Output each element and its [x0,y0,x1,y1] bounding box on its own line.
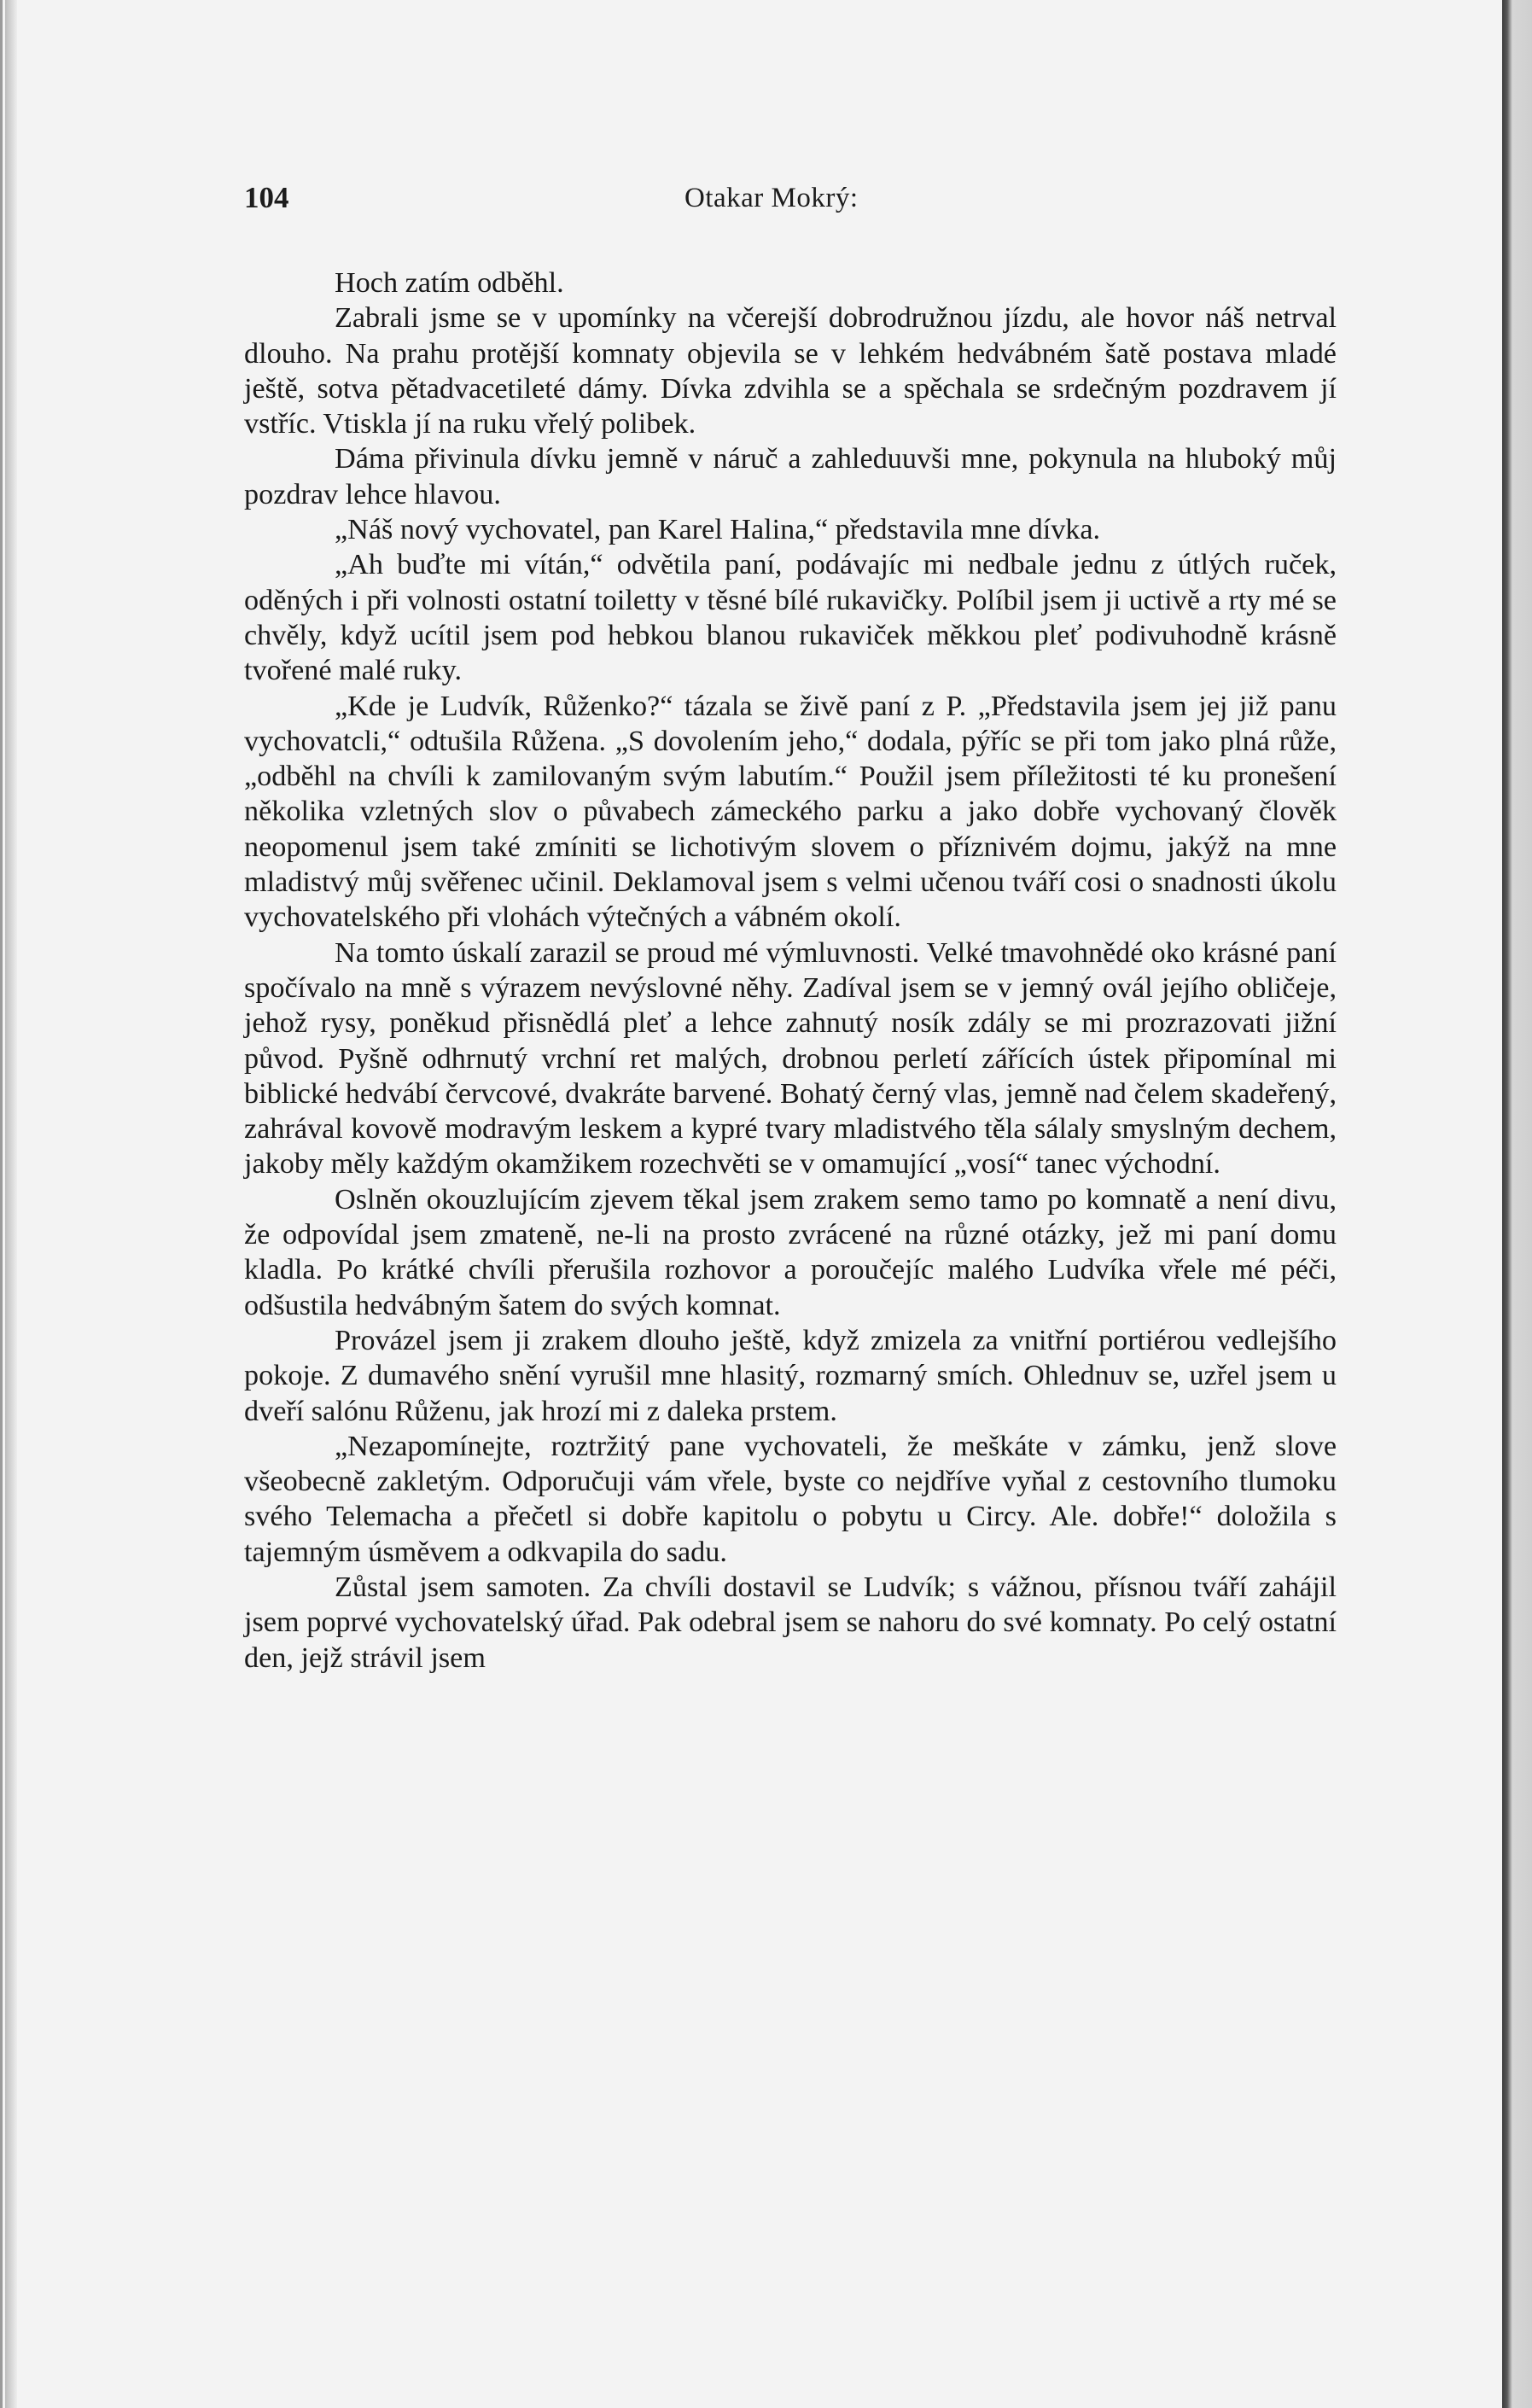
paragraph: Dáma přivinula dívku jemně v náruč a zahleduuvši mne, pokynula na hluboký můj pozdrav lehce hlavou. [244,443,1337,510]
paragraph: „Ah buďte mi vítán,“ odvětila paní, podávajíc mi nedbale jednu z útlých ruček, oděných i při volnosti ostatní toiletty v těsné bílé rukavičky. Políbil jsem ji uctivě a rty mé se chvěly, když ucítil jsem pod hebkou blanou rukaviček měkkou pleť podivuhodně krásně tvořené malé ruky. [244,549,1337,687]
paragraph: Oslněn okouzlujícím zjevem těkal jsem zrakem semo tamo po komnatě a není divu, že odpovídal jsem zmateně, ne-li na prosto zvrácené na různé otázky, jež mi paní domu kladla. Po krátké chvíli přerušila rozhovor a poroučejíc malého Ludvíka vřele mé péči, odšustila hedvábným šatem do svých komnat. [244,1183,1337,1321]
paragraph: Provázel jsem ji zrakem dlouho ještě, když zmizela za vnitřní portiérou vedlejšího pokoje. Z dumavého snění vyrušil mne hlasitý, rozmarný smích. Ohlednuv se, uzřel jsem u dveří salónu Růženu, jak hrozí mi z daleka prstem. [244,1324,1337,1427]
page-number: 104 [244,181,289,214]
paragraph: Na tomto úskalí zarazil se proud mé výmluvnosti. Velké tmavohnědé oko krásné paní spočívalo na mně s výrazem nevýslovné něhy. Zadíval jsem se v jemný ovál jejího obličeje, jehož rysy, poněkud přisnědlá pleť a lehce zahnutý nosík zdály se mi prozrazovati jižní původ. Pyšně odhrnutý vrchní ret malých, drobnou perletí zářících ústek připomínal mi biblické hedvábí červcové, dvakráte barvené. Bohatý černý vlas, jemně nad čelem skadeřený, zahrával kovově modravým leskem a kypré tvary mladistvého těla sálaly smyslným dechem, jakoby měly každým okamžikem rozechvěti se v omamující „vosí“ tanec východní. [244,936,1337,1181]
paragraph: „Kde je Ludvík, Růženko?“ tázala se živě paní z P. „Představila jsem jej již panu vychovatcli,“ odtušila Růžena. „S dovolením jeho,“ dodala, pýříc se při tom jako plná růže, „odběhl na chvíli k zamilovaným svým labutím.“ Použil jsem příležitosti té ku pronešení několika vzletných slov o půvabech zámeckého parku a jako dobře vychovaný člověk neopomenul jsem také zmíniti se lichotivým slovem o příznivém dojmu, jakýž na mne mladistvý můj svěřenec učinil. Deklamoval jsem s velmi učenou tváří cosi o snadnosti úkolu vychovatelského při vlohách výtečných a vábném okolí. [244,690,1337,934]
paragraph: Hoch zatím odběhl. [335,267,564,299]
paragraph: Zůstal jsem samoten. Za chvíli dostavil se Ludvík; s vážnou, přísnou tváří zahájil jsem poprvé vychovatelský úřad. Pak odebral jsem se nahoru do své komnaty. Po celý ostatní den, jejž strávil jsem [244,1571,1337,1674]
running-head: Otakar Mokrý: [684,183,859,213]
page-binding-shadow [5,0,17,2408]
page-header [244,181,1337,224]
paragraph: „Nezapomínejte, roztržitý pane vychovateli, že meškáte v zámku, jenž slove všeobecně zakletým. Odporučuji vám vřele, byste co nejdříve vyňal z cestovního tlumoku svého Telemacha a přečetl si dobře kapitolu o pobytu u Circy. Ale. dobře!“ doložila s tajemným úsměvem a odkvapila do sadu. [244,1430,1337,1568]
paragraph: Zabrali jsme se v upomínky na včerejší dobrodružnou jízdu, ale hovor náš netrval dlouho. Na prahu protější komnaty objevila se v lehkém hedvábném šatě postava mladé ještě, sotva pětadvacetileté dámy. Dívka zdvihla se a spěchala se srdečným pozdravem jí vstříc. Vtiskla jí na ruku vřelý polibek. [244,302,1337,440]
body-text [244,265,1337,1676]
paragraph: „Náš nový vychovatel, pan Karel Halina,“ představila mne dívka. [335,514,1101,546]
page-edge-shadow [1502,0,1532,2408]
